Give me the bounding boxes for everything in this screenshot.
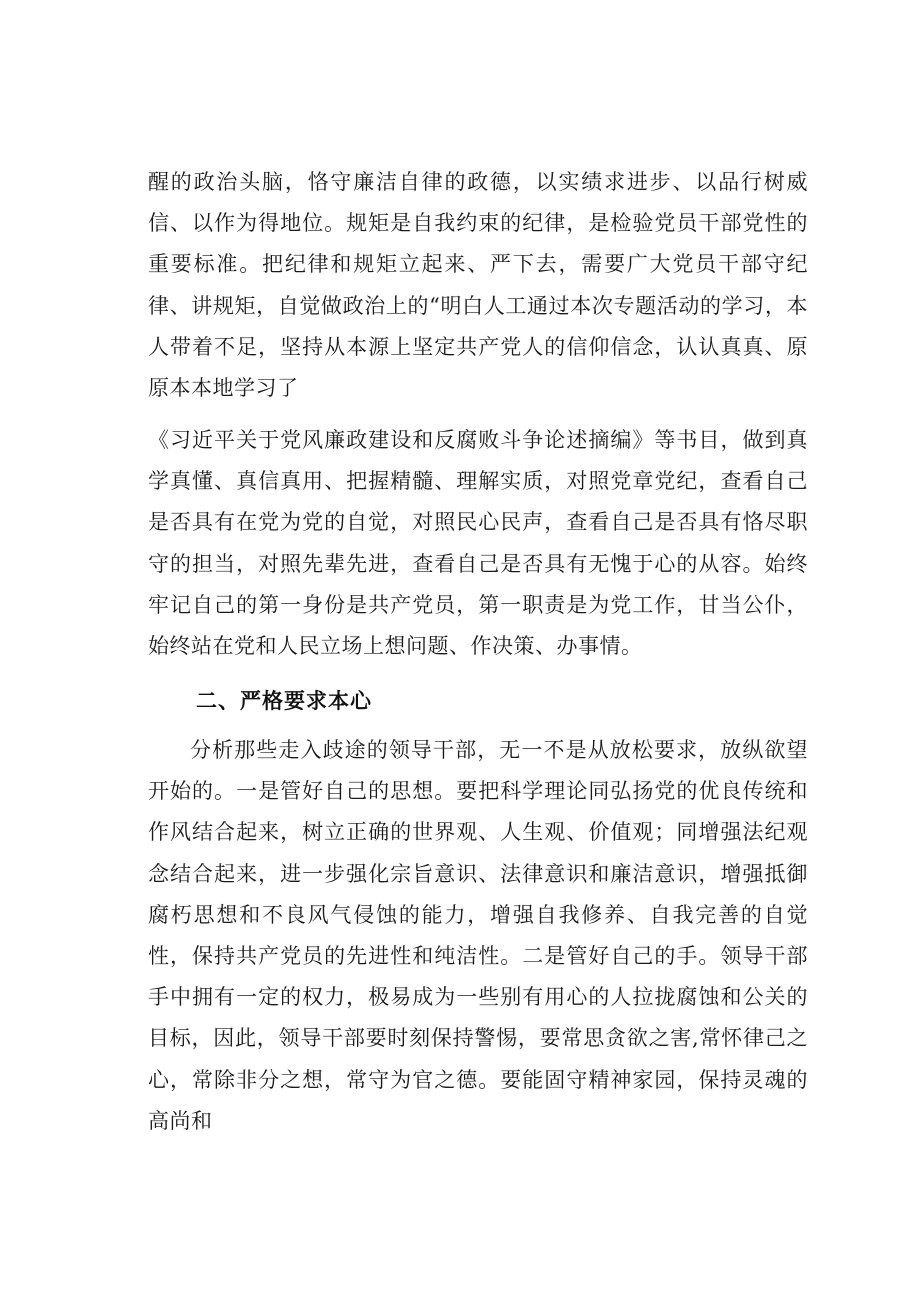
paragraph-2: 《习近平关于党风廉政建设和反腐败斗争论述摘编》等书目，做到真学真懂、真信真用、把握精髓、理解实质，对照党章党纪，查看自己是否具有在党为党的自觉，对照民心民声，查看自己是否具有恪尽职守的担当，对照先辈先进，查看自己是否具有无愧于心的从容。始终牢记自己的第一身份是共产党员，第一职责是为党工作，甘当公仆，始终站在党和人民立场上想问题、作决策、办事情。 [148,428,808,659]
section-heading-2: 二、严格要求本心 [196,689,372,713]
paragraph-1: 醒的政治头脑，恪守廉洁自律的政德，以实绩求进步、以品行树威信、以作为得地位。规矩是自我约束的纪律，是检验党员干部党性的重要标准。把纪律和规矩立起来、严下去，需要广大党员干部守纪律、讲规矩，自觉做政治上的“明白人工通过本次专题活动的学习，本人带着不足，坚持从本源上坚定共产党人的信仰信念，认认真真、原原本本地学习了 [148,170,808,401]
paragraph-3: 分析那些走入歧途的领导干部，无一不是从放松要求，放纵欲望开始的。一是管好自己的思想。要把科学理论同弘扬党的优良传统和作风结合起来，树立正确的世界观、人生观、价值观；同增强法纪观念结合起来，进一步强化宗旨意识、法律意识和廉洁意识，增强抵御腐朽思想和不良风气侵蚀的能力，增强自我修养、自我完善的自觉性，保持共产党员的先进性和纯洁性。二是管好自己的手。领导干部手中拥有一定的权力，极易成为一些别有用心的人拉拢腐蚀和公关的目标，因此，领导干部要时刻保持警惕，要常思贪欲之害,常怀律己之心，常除非分之想，常守为官之德。要能固守精神家园，保持灵魂的高尚和 [148,738,808,1133]
